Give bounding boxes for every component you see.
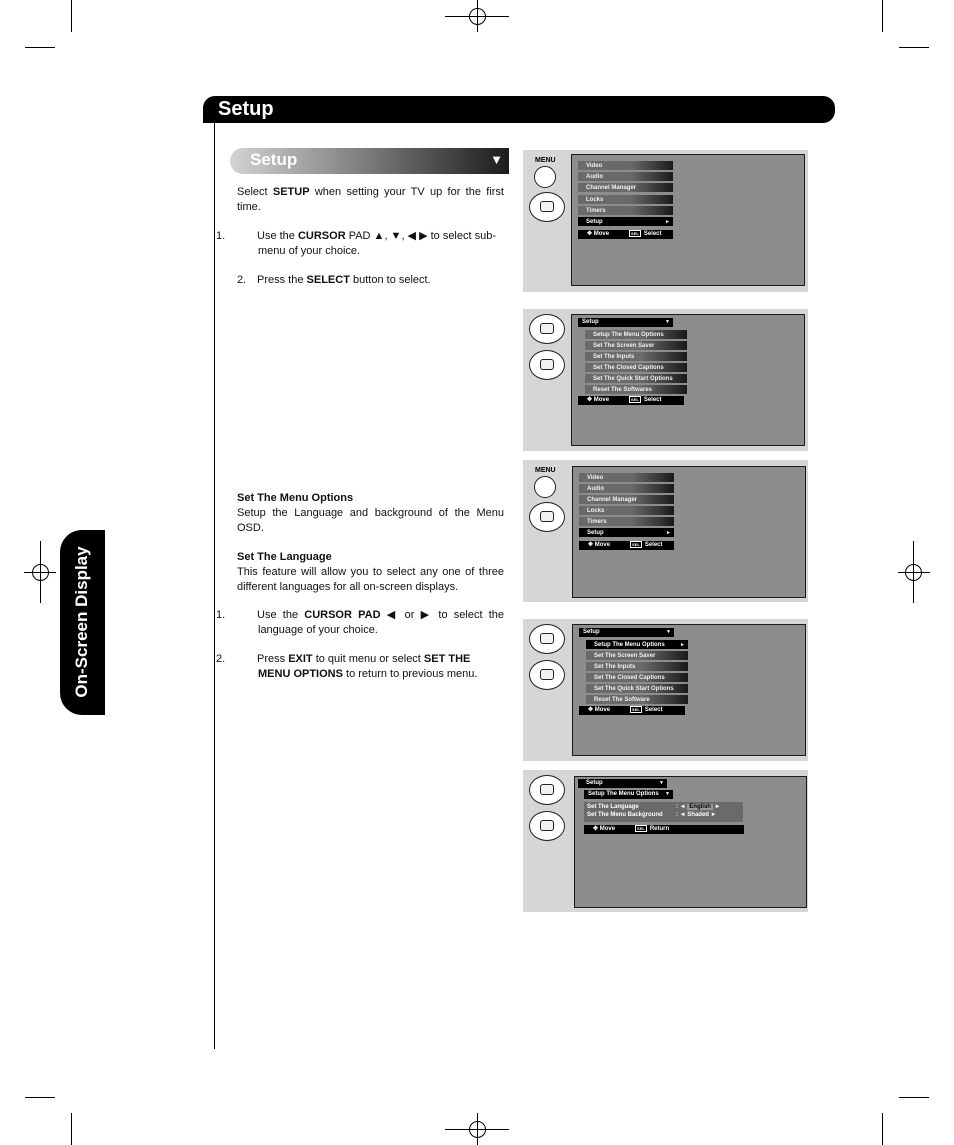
osd-panel-main-menu-2: [523, 460, 808, 602]
select-button[interactable]: [540, 784, 554, 795]
background-row[interactable]: Set The Menu Background: [587, 812, 663, 818]
setup-item-menu-options[interactable]: Setup The Menu Options: [585, 330, 687, 340]
crop-mark: [882, 1113, 883, 1145]
menu-button[interactable]: [534, 476, 556, 498]
osd-panel-setup-menu-selected: [523, 619, 808, 761]
background-value[interactable]: : ◄ Shaded ►: [676, 812, 717, 818]
registration-circle: [32, 564, 49, 581]
language-step-2: 2. Press EXIT to quit menu or select SET THE MENU OPTIONS to return to previous menu.: [216, 653, 478, 680]
select-button[interactable]: [540, 669, 554, 680]
setup-item-inputs[interactable]: Set The Inputs: [586, 662, 688, 672]
menu-item-timers[interactable]: Timers: [579, 517, 674, 527]
menu-button-label: MENU: [535, 157, 556, 164]
move-icon: ✥: [588, 542, 594, 549]
arrow-left-icon[interactable]: ◄: [679, 812, 686, 818]
header-bar: [203, 96, 835, 123]
arrow-right-icon[interactable]: ►: [714, 804, 721, 810]
menu-item-locks[interactable]: Locks: [579, 506, 674, 516]
cursor-pad[interactable]: [529, 314, 565, 344]
select-button[interactable]: [540, 323, 554, 334]
tv-screen: [571, 314, 805, 446]
osd-panel-menu-options: [523, 770, 808, 912]
help-bar: ✥ Move SEL Select: [579, 541, 674, 550]
menu-item-channel-manager[interactable]: Channel Manager: [579, 495, 674, 505]
setup-header: Setup ▼: [578, 779, 667, 788]
osd-panel-setup-menu: [523, 309, 808, 451]
language-step-1: 1. Use the CURSOR PAD ◀ or ▶ to select the language of your choice.: [216, 609, 504, 636]
menu-options-text: Setup the Language and background of the Menu OSD.: [237, 507, 504, 534]
crop-mark: [71, 0, 72, 32]
chevron-down-icon: ▼: [659, 780, 664, 786]
setup-item-reset[interactable]: Reset The Software: [586, 695, 688, 705]
registration-circle: [469, 1121, 486, 1138]
setup-item-quick-start[interactable]: Set The Quick Start Options: [585, 374, 687, 384]
menu-options-header: Setup The Menu Options ▼: [584, 790, 673, 799]
language-heading: Set The Language: [237, 551, 332, 563]
side-tab-label: On-Screen Display: [72, 546, 91, 698]
crop-mark: [899, 1097, 929, 1098]
select-button[interactable]: [540, 820, 554, 831]
sel-icon: SEL: [631, 231, 639, 236]
left-rule: [214, 123, 215, 1049]
cursor-pad[interactable]: [529, 502, 565, 532]
menu-item-timers[interactable]: Timers: [578, 206, 673, 216]
section-arrow-icon: ▼: [490, 152, 503, 167]
menu-item-channel-manager[interactable]: Channel Manager: [578, 183, 673, 193]
tv-screen: [574, 776, 807, 908]
crop-mark: [899, 47, 929, 48]
move-icon: ✥: [588, 707, 594, 714]
help-bar: ✥ Move SEL Select: [578, 396, 684, 405]
setup-item-reset[interactable]: Reset The Softwares: [585, 385, 687, 395]
language-text: This feature will allow you to select any one of three different languages for all on-screen displays.: [237, 566, 504, 593]
menu-button[interactable]: [534, 166, 556, 188]
move-icon: ✥: [593, 826, 599, 833]
arrow-right-icon: ►: [666, 530, 671, 536]
crop-mark: [25, 47, 55, 48]
section-bar: [230, 148, 509, 174]
menu-item-audio[interactable]: Audio: [579, 484, 674, 494]
osd-panel-main-menu: [523, 150, 808, 292]
arrow-right-icon[interactable]: ►: [710, 812, 717, 818]
crop-mark: [882, 0, 883, 32]
chevron-down-icon: ▼: [666, 629, 671, 635]
menu-item-locks[interactable]: Locks: [578, 195, 673, 205]
sel-icon: SEL: [632, 542, 640, 547]
menu-item-setup[interactable]: Setup ►: [578, 217, 673, 227]
setup-header: Setup ▼: [579, 628, 674, 637]
select-button[interactable]: [540, 359, 554, 370]
crop-mark: [71, 1113, 72, 1145]
intro-step-2: 2. Press the SELECT button to select.: [237, 274, 431, 286]
select-button[interactable]: [540, 633, 554, 644]
setup-item-screen-saver[interactable]: Set The Screen Saver: [585, 341, 687, 351]
chevron-down-icon: ▼: [665, 319, 670, 325]
crop-mark: [25, 1097, 55, 1098]
setup-item-inputs[interactable]: Set The Inputs: [585, 352, 687, 362]
select-button[interactable]: [540, 201, 554, 212]
sel-icon: SEL: [637, 826, 645, 831]
setup-item-closed-captions[interactable]: Set The Closed Captions: [586, 673, 688, 683]
arrow-left-icon[interactable]: ◄: [679, 804, 686, 810]
cursor-pad[interactable]: [529, 775, 565, 805]
cursor-pad[interactable]: [529, 350, 565, 380]
setup-item-screen-saver[interactable]: Set The Screen Saver: [586, 651, 688, 661]
move-icon: ✥: [587, 231, 593, 238]
registration-circle: [469, 8, 486, 25]
page-title: Setup: [218, 98, 274, 120]
chevron-down-icon: ▼: [665, 791, 670, 797]
tv-screen: [571, 154, 805, 286]
intro-paragraph: Select SETUP when setting your TV up for the first time.: [237, 186, 504, 213]
cursor-pad[interactable]: [529, 192, 565, 222]
tv-screen: [572, 624, 806, 756]
menu-item-video[interactable]: Video: [579, 473, 674, 483]
menu-item-audio[interactable]: Audio: [578, 172, 673, 182]
menu-item-setup[interactable]: Setup ►: [579, 528, 674, 538]
tv-screen: [572, 466, 806, 598]
arrow-right-icon: ►: [665, 219, 670, 225]
help-bar: ✥ Move SEL Select: [578, 230, 673, 239]
move-icon: ✥: [587, 397, 593, 404]
select-button[interactable]: [540, 511, 554, 522]
language-value[interactable]: : ◄ English ►: [676, 804, 721, 810]
setup-item-quick-start[interactable]: Set The Quick Start Options: [586, 684, 688, 694]
menu-options-heading: Set The Menu Options: [237, 492, 354, 504]
cursor-pad[interactable]: [529, 624, 565, 654]
setup-item-menu-options[interactable]: Setup The Menu Options ►: [586, 640, 688, 650]
registration-circle: [905, 564, 922, 581]
cursor-pad[interactable]: [529, 811, 565, 841]
sel-icon: SEL: [632, 707, 640, 712]
help-bar: ✥ Move SEL Return: [584, 825, 744, 834]
language-row[interactable]: Set The Language: [587, 804, 639, 810]
menu-item-video[interactable]: Video: [578, 161, 673, 171]
arrow-right-icon: ►: [680, 642, 685, 648]
section-title: Setup: [250, 150, 298, 169]
cursor-pad[interactable]: [529, 660, 565, 690]
setup-item-closed-captions[interactable]: Set The Closed Captions: [585, 363, 687, 373]
menu-button-label: MENU: [535, 467, 556, 474]
help-bar: ✥ Move SEL Select: [579, 706, 685, 715]
sel-icon: SEL: [631, 397, 639, 402]
intro-step-1: 1. Use the CURSOR PAD ▲, ▼, ◀ ▶ to select sub-menu of your choice.: [216, 230, 497, 257]
setup-header: Setup ▼: [578, 318, 673, 327]
side-tab: [60, 530, 105, 715]
